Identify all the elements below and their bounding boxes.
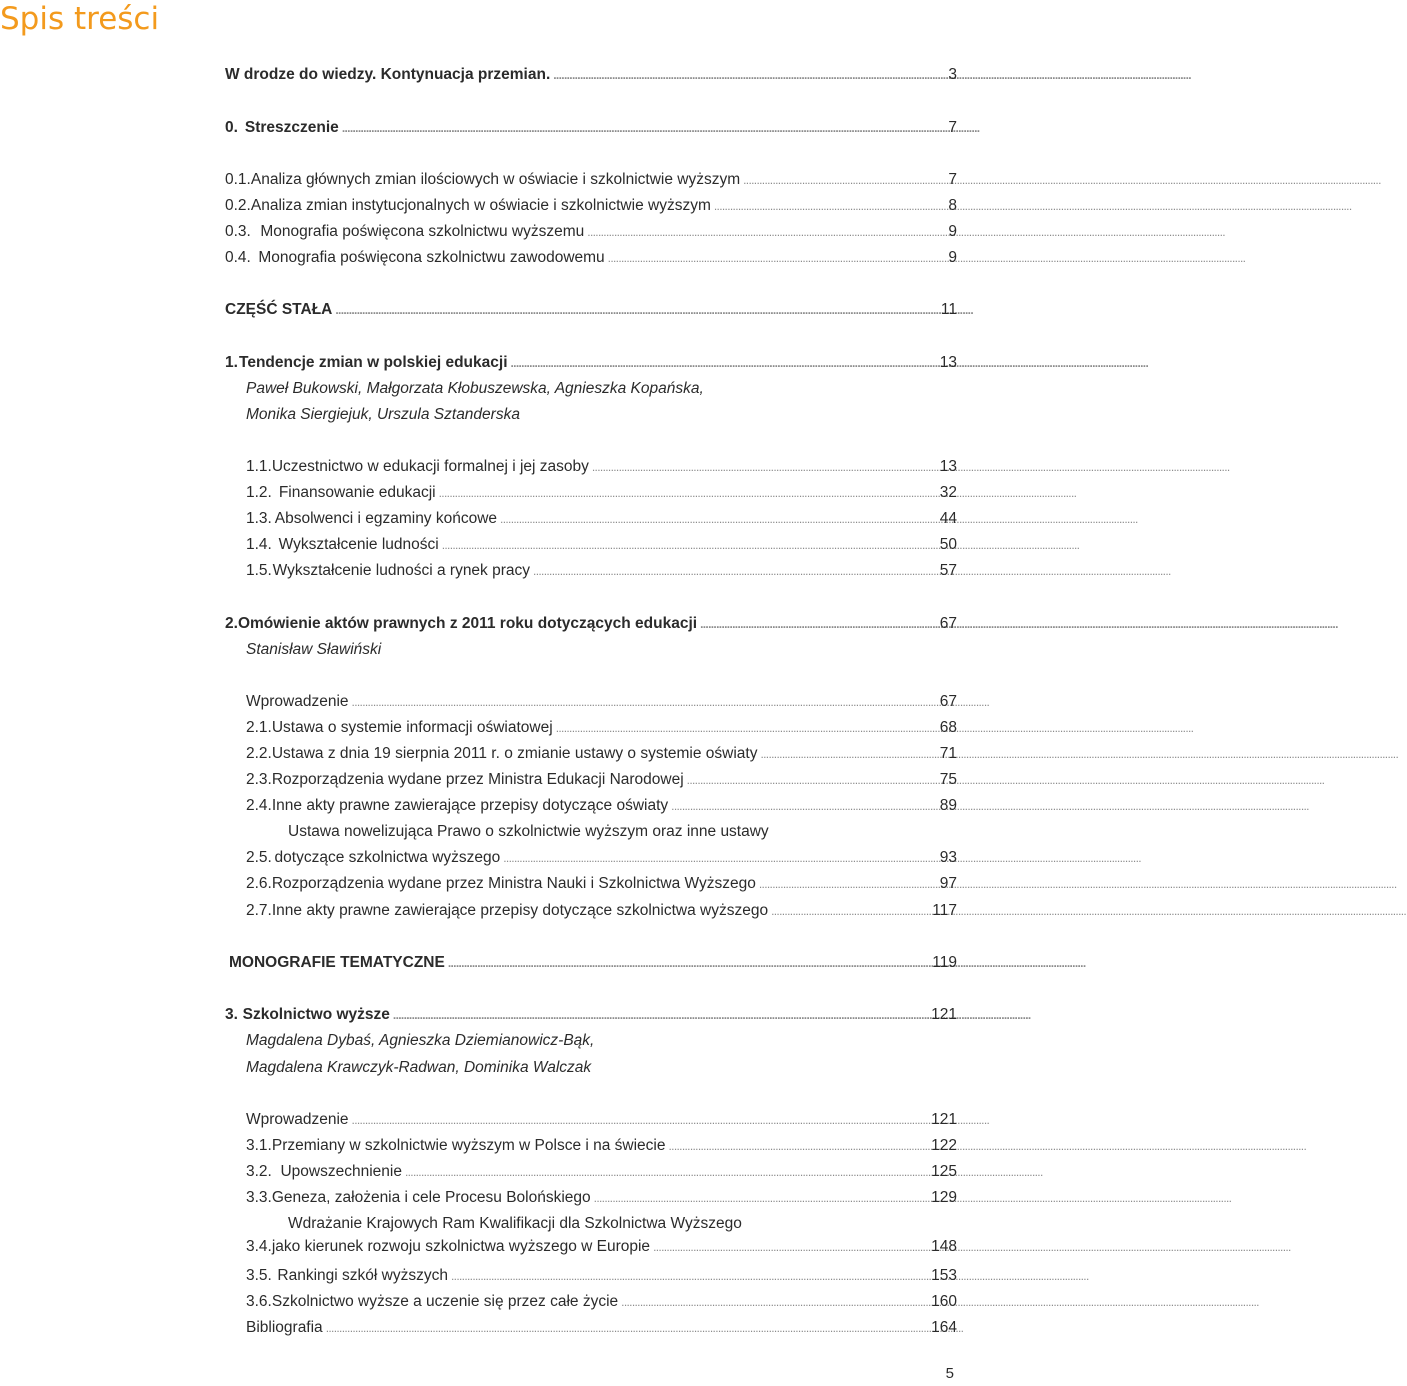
toc-entry-number: 3. [225, 1006, 238, 1023]
toc-entry-page: 125 [931, 1163, 957, 1180]
chapter-authors: Magdalena Krawczyk-Radwan, Dominika Walczak [246, 1059, 592, 1076]
toc-entry-title-line[interactable]: Ustawa nowelizująca Prawo o szkolnictwie wyższym oraz inne ustawy [288, 823, 769, 840]
toc-entry-page: 148 [931, 1238, 957, 1255]
chapter-authors: Monika Siergiejuk, Urszula Sztanderska [246, 406, 520, 423]
toc-entry-page: 117 [932, 902, 957, 919]
toc-entry-page: 32 [939, 484, 957, 501]
toc-leader-dots [393, 1003, 927, 1027]
toc-entry-page: 9 [948, 249, 957, 266]
toc-entry-title: dotyczące szkolnictwa wyższego [274, 849, 501, 866]
toc-entry-title: Inne akty prawne zawierające przepisy dotyczące szkolnictwa wyższego [271, 902, 769, 919]
toc-entry-number: 2.6. [246, 875, 272, 892]
toc-entry-title: Geneza, założenia i cele Procesu Bolońskiego [271, 1189, 591, 1206]
toc-chapter[interactable] [225, 351, 957, 375]
toc-leader-dots [592, 455, 936, 479]
toc-entry[interactable] [246, 455, 957, 479]
toc-entry-title: Finansowanie edukacji [278, 484, 436, 501]
page-number: 5 [945, 1365, 954, 1382]
toc-entry-title: Monografia poświęcona szkolnictwu zawodowemu [258, 249, 605, 266]
toc-entry-number: 0.2. [225, 197, 251, 214]
toc-leader-dots [511, 351, 936, 375]
toc-entry-number: 2.1. [246, 719, 272, 736]
toc-leader-dots [700, 612, 936, 636]
toc-entry-page: 67 [939, 615, 957, 632]
toc-entry-title: W drodze do wiedzy. Kontynuacja przemian. [225, 66, 551, 83]
toc-part-heading[interactable] [229, 951, 957, 975]
toc-entry-page: 89 [939, 797, 957, 814]
toc-entry-title: CZĘŚĆ STAŁA [225, 301, 333, 318]
toc-leader-dots [687, 768, 936, 792]
toc-entry-page: 160 [931, 1293, 957, 1310]
toc-entry-page: 3 [948, 66, 957, 83]
toc-entry-title: Ustawa z dnia 19 sierpnia 2011 r. o zmianie ustawy o systemie oświaty [271, 745, 758, 762]
toc-part-heading[interactable] [225, 298, 957, 322]
toc-entry[interactable] [246, 533, 957, 557]
toc-chapter[interactable] [225, 1003, 957, 1027]
toc-entry-page: 57 [939, 562, 957, 579]
toc-leader-dots [503, 846, 935, 870]
toc-entry-number: 3.6. [246, 1293, 272, 1310]
toc-entry-number: 1.5. [246, 562, 272, 579]
toc-entry-title: Rankingi szkół wyższych [277, 1267, 448, 1284]
toc-entry[interactable] [246, 507, 957, 531]
toc-entry-title: Wykształcenie ludności a rynek pracy [272, 562, 531, 579]
toc-leader-dots [451, 1264, 927, 1288]
toc-entry-number: 1.1. [246, 458, 272, 475]
toc-entry-title: Absolwenci i egzaminy końcowe [274, 510, 498, 527]
toc-entry-number: 0.3. [225, 223, 251, 240]
toc-entry-title: Szkolnictwo wyższe a uczenie się przez całe życie [271, 1293, 619, 1310]
toc-entry-number: 1. [225, 354, 238, 371]
toc-entry-page: 44 [939, 510, 957, 527]
toc-entry-title: Omówienie aktów prawnych z 2011 roku dotyczących edukacji [237, 615, 698, 632]
toc-entry[interactable] [246, 1316, 957, 1340]
toc-leader-dots [533, 559, 936, 583]
toc-leader-dots [587, 220, 944, 244]
toc-chapter[interactable] [225, 612, 957, 636]
toc-entry-number: 3.5. [246, 1267, 272, 1284]
toc-entry-page: 119 [932, 954, 957, 971]
toc-entry-page: 164 [931, 1319, 957, 1336]
toc-entry[interactable] [246, 1235, 957, 1259]
toc-entry-page: 9 [948, 223, 957, 240]
toc-entry[interactable] [246, 742, 957, 766]
toc-leader-dots [556, 716, 936, 740]
toc-entry-number: 3.4. [246, 1238, 272, 1255]
toc-entry[interactable] [246, 1108, 957, 1132]
toc-leader-dots [759, 872, 936, 896]
toc-entry-page: 13 [939, 354, 957, 371]
toc-leader-dots [352, 690, 936, 714]
toc-entry[interactable] [246, 1290, 957, 1314]
toc-entry-page: 50 [939, 536, 957, 553]
toc-entry-number: 1.3. [246, 510, 272, 527]
toc-entry-title: Monografia poświęcona szkolnictwu wyższemu [260, 223, 585, 240]
toc-entry-title: Ustawa o systemie informacji oświatowej [271, 719, 553, 736]
toc-entry[interactable] [246, 1160, 957, 1184]
toc-entry[interactable] [246, 716, 957, 740]
toc-entry-title: MONOGRAFIE TEMATYCZNE [229, 954, 445, 971]
toc-leader-dots [671, 794, 936, 818]
toc-entry-title: Analiza zmian instytucjonalnych w oświacie i szkolnictwie wyższym [250, 197, 711, 214]
toc-entry-page: 71 [939, 745, 957, 762]
toc-entry[interactable] [246, 1186, 957, 1210]
toc-entry-title: Wykształcenie ludności [278, 536, 439, 553]
toc-entry-title: Szkolnictwo wyższe [242, 1006, 390, 1023]
toc-entry-page: 67 [939, 693, 957, 710]
toc-entry-page: 129 [931, 1189, 957, 1206]
toc-leader-dots [771, 899, 928, 923]
toc-entry[interactable] [225, 168, 957, 192]
toc-entry-number: 2.2. [246, 745, 272, 762]
toc-entry-page: 121 [931, 1006, 957, 1023]
chapter-authors: Magdalena Dybaś, Agnieszka Dziemianowicz-Bąk, [246, 1032, 595, 1049]
toc-entry-title: Rozporządzenia wydane przez Ministra Edukacji Narodowej [271, 771, 684, 788]
toc-entry-page: 7 [948, 171, 957, 188]
toc-entry[interactable] [246, 846, 957, 870]
toc-entry-page: 75 [939, 771, 957, 788]
toc-entry-title: jako kierunek rozwoju szkolnictwa wyższego w Europie [271, 1238, 651, 1255]
toc-entry-title: Bibliografia [246, 1319, 323, 1336]
toc-leader-dots [743, 168, 944, 192]
toc-entry-number: 2.5. [246, 849, 272, 866]
toc-leader-dots [669, 1134, 928, 1158]
toc-entry-page: 7 [948, 119, 957, 136]
toc-entry-page: 153 [931, 1267, 957, 1284]
toc-leader-dots [594, 1186, 927, 1210]
toc-entry-title: Wprowadzenie [246, 693, 349, 710]
toc-entry-title: Tendencje zmian w polskiej edukacji [239, 354, 508, 371]
toc-leader-dots [448, 951, 928, 975]
toc-entry-number: 2.3. [246, 771, 272, 788]
toc-entry-title: Inne akty prawne zawierające przepisy dotyczące oświaty [271, 797, 669, 814]
toc-entry[interactable] [246, 690, 957, 714]
toc-entry-number: 1.4. [246, 536, 272, 553]
toc-entry[interactable] [246, 872, 957, 896]
toc-entry-number: 0.4. [225, 249, 251, 266]
toc-entry-title: Przemiany w szkolnictwie wyższym w Polsce i na świecie [271, 1137, 666, 1154]
toc-leader-dots [405, 1160, 927, 1184]
toc-leader-dots [326, 1316, 927, 1340]
toc-entry-page: 11 [940, 301, 957, 318]
toc-entry-page: 13 [939, 458, 957, 475]
toc-leader-dots [335, 298, 937, 322]
toc-entry[interactable] [246, 1264, 957, 1288]
toc-entry[interactable] [225, 63, 957, 87]
toc-entry-title: Rozporządzenia wydane przez Ministra Nauki i Szkolnictwa Wyższego [271, 875, 756, 892]
toc-entry-number: 2.4. [246, 797, 272, 814]
toc-entry[interactable] [246, 559, 957, 583]
toc-entry[interactable] [225, 220, 957, 244]
chapter-authors: Stanisław Sławiński [246, 641, 382, 658]
toc-leader-dots [760, 742, 935, 766]
toc-entry-number: 0.1. [225, 171, 251, 188]
toc-entry-page: 93 [939, 849, 957, 866]
toc-entry[interactable] [246, 481, 957, 505]
chapter-authors: Paweł Bukowski, Małgorzata Kłobuszewska, Agnieszka Kopańska, [246, 380, 704, 397]
toc-leader-dots [653, 1235, 927, 1259]
toc-entry[interactable] [246, 1134, 957, 1158]
toc-entry[interactable] [225, 246, 957, 270]
toc-leader-dots [442, 533, 936, 557]
toc-entry-title: Analiza głównych zmian ilościowych w oświacie i szkolnictwie wyższym [250, 171, 741, 188]
toc-leader-dots [342, 116, 945, 140]
toc-entry-number: 3.1. [246, 1137, 272, 1154]
toc-entry-page: 122 [931, 1137, 957, 1154]
toc-leader-dots [500, 507, 936, 531]
page-title: Spis treści [0, 1, 160, 37]
toc-entry[interactable] [246, 899, 957, 923]
toc-entry-title: Wprowadzenie [246, 1111, 349, 1128]
toc-entry-page: 8 [948, 197, 957, 214]
toc-entry-page: 121 [931, 1111, 957, 1128]
toc-entry-page: 68 [939, 719, 957, 736]
toc-entry-title: Streszczenie [244, 119, 339, 136]
toc-entry-number: 1.2. [246, 484, 272, 501]
toc-entry-number: 3.3. [246, 1189, 272, 1206]
toc-leader-dots [553, 63, 944, 87]
toc-entry[interactable] [246, 794, 957, 818]
toc-entry-number: 2. [225, 615, 238, 632]
toc-entry-number: 3.2. [246, 1163, 272, 1180]
toc-leader-dots [439, 481, 936, 505]
toc-entry[interactable] [225, 194, 957, 218]
toc-entry-title-line[interactable]: Wdrażanie Krajowych Ram Kwalifikacji dla Szkolnictwa Wyższego [288, 1215, 742, 1232]
toc-entry[interactable] [246, 768, 957, 792]
toc-entry-title: Upowszechnienie [280, 1163, 402, 1180]
toc-leader-dots [608, 246, 945, 270]
toc-entry-page: 97 [939, 875, 957, 892]
toc-leader-dots [352, 1108, 928, 1132]
toc-entry-number: 2.7. [246, 902, 272, 919]
toc-leader-dots [621, 1290, 927, 1314]
toc-entry-title: Uczestnictwo w edukacji formalnej i jej zasoby [271, 458, 589, 475]
toc-leader-dots [714, 194, 945, 218]
toc-entry[interactable] [225, 116, 957, 140]
toc-entry-number: 0. [225, 119, 238, 136]
